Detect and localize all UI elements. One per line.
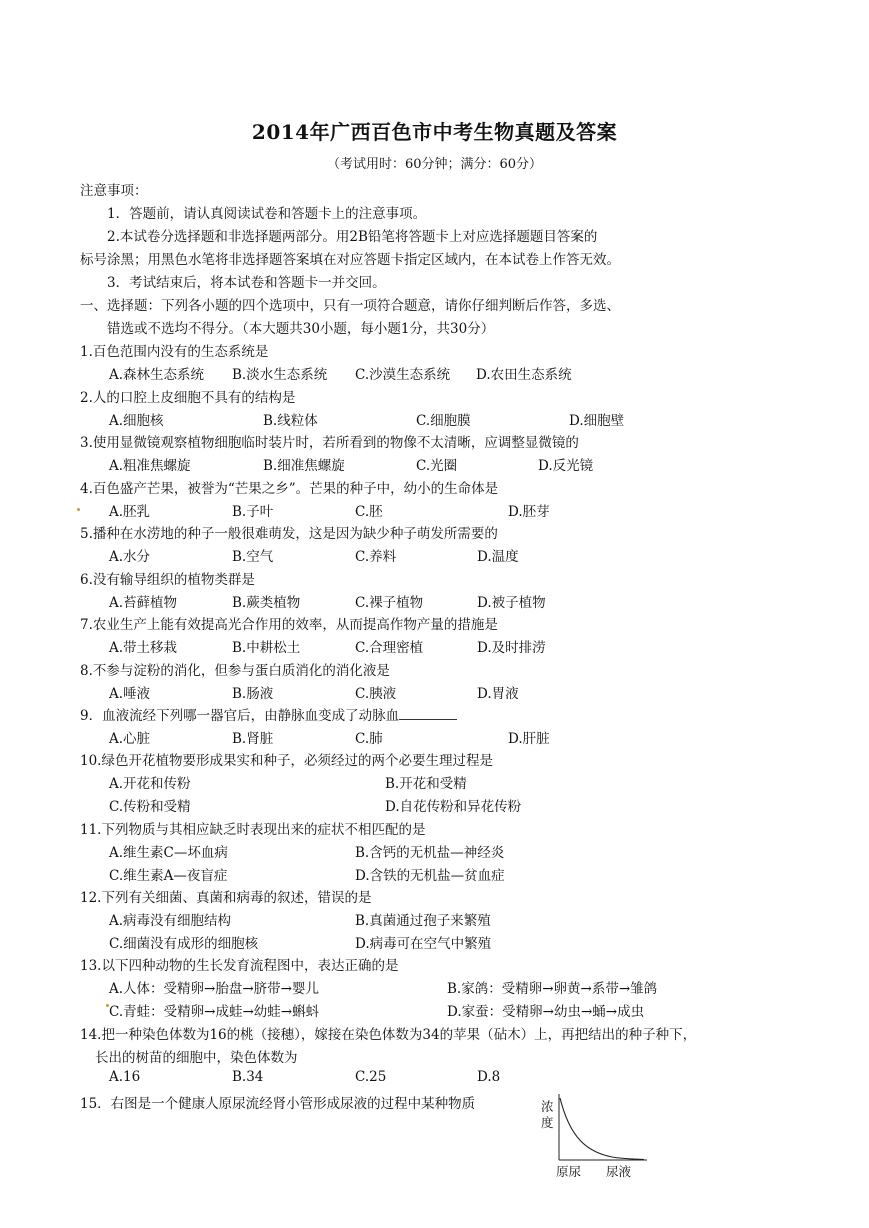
question-15-stem: 15．右图是一个健康人原尿流经肾小管形成尿液的过程中某种物质 <box>80 1096 476 1112</box>
question-6-stem: 6.没有输导组织的植物类群是 <box>80 572 255 588</box>
question-4-stem: 4.百色盛产芒果，被誉为“芒果之乡”。芒果的种子中，幼小的生命体是 <box>80 481 499 497</box>
question-11-option-d: D.含铁的无机盐—贫血症 <box>355 868 505 884</box>
question-11-stem: 11.下列物质与其相应缺乏时表现出来的症状不相匹配的是 <box>80 822 426 838</box>
question-13-option-a: A.人体：受精卵→胎盘→脐带→婴儿 <box>109 981 319 997</box>
question-12-option-b: B.真菌通过孢子来繁殖 <box>355 913 491 929</box>
question-7-option-d: D.及时排涝 <box>477 640 546 656</box>
question-8-stem: 8.不参与淀粉的消化，但参与蛋白质消化的消化液是 <box>80 663 390 679</box>
question-3-option-c: C.光圈 <box>416 458 458 474</box>
question-14-option-b: B.34 <box>232 1069 264 1085</box>
question-5-stem: 5.播种在水涝地的种子一般很难萌发，这是因为缺少种子萌发所需要的 <box>80 526 498 542</box>
question-9-option-d: D.肝脏 <box>508 731 550 747</box>
question-9-stem: 9．血液流经下列哪一器官后，由静脉血变成了动脉血 <box>80 708 400 724</box>
question-5-option-c: C.养料 <box>355 549 397 565</box>
scan-speck <box>77 508 80 511</box>
question-14-stem-cont: 长出的树苗的细胞中，染色体数为 <box>95 1050 298 1066</box>
note-3: 3．考试结束后，将本试卷和答题卡一并交回。 <box>107 275 386 291</box>
question-12-option-d: D.病毒可在空气中繁殖 <box>355 936 492 952</box>
question-1-stem: 1.百色范围内没有的生态系统是 <box>80 344 269 360</box>
question-10-stem: 10.绿色开花植物要形成果实和种子，必须经过的两个必要生理过程是 <box>80 753 493 769</box>
question-8-option-c: C.胰液 <box>355 686 397 702</box>
question-7-option-c: C.合理密植 <box>355 640 424 656</box>
question-6-option-d: D.被子植物 <box>477 595 546 611</box>
notes-heading: 注意事项： <box>80 183 148 199</box>
y-axis-label-1: 浓 <box>541 1099 554 1114</box>
question-7-stem: 7.农业生产上能有效提高光合作用的效率，从而提高作物产量的措施是 <box>80 617 498 633</box>
question-10-option-a: A.开花和传粉 <box>109 776 191 792</box>
question-12-stem: 12.下列有关细菌、真菌和病毒的叙述，错误的是 <box>80 890 372 906</box>
question-5-option-d: D.温度 <box>477 549 519 565</box>
question-3-option-b: B.细准焦螺旋 <box>263 458 345 474</box>
question-7-option-a: A.带土移栽 <box>109 640 178 656</box>
x-axis-label-1: 原尿 <box>556 1164 582 1179</box>
question-6-option-c: C.裸子植物 <box>355 595 424 611</box>
note-1: 1．答题前，请认真阅读试卷和答题卡上的注意事项。 <box>107 206 427 222</box>
question-8-option-d: D.胃液 <box>477 686 519 702</box>
question-6-option-b: B.蕨类植物 <box>232 595 301 611</box>
question-4-option-c: C.胚 <box>355 504 383 520</box>
question-2-option-b: B.线粒体 <box>263 413 318 429</box>
question-1-option-a: A.森林生态系统 <box>109 367 205 383</box>
question-8-option-b: B.肠液 <box>232 686 274 702</box>
question-2-option-c: C.细胞膜 <box>416 413 471 429</box>
question-13-option-b: B.家鸽：受精卵→卵黄→系带→雏鸽 <box>447 981 658 997</box>
exam-info: （考试用时：60分钟；满分：60分） <box>326 157 543 172</box>
concentration-figure <box>532 1090 682 1186</box>
question-6-option-a: A.苔藓植物 <box>109 595 178 611</box>
question-9-line <box>80 704 457 724</box>
question-13-option-c: C.青蛙：受精卵→成蛙→幼蛙→蝌蚪 <box>109 1004 320 1020</box>
question-8-option-a: A.唾液 <box>109 686 151 702</box>
question-9-option-a: A.心脏 <box>109 731 151 747</box>
page-title: 2014年广西百色市中考生物真题及答案 <box>251 120 618 144</box>
question-9-option-b: B.肾脏 <box>232 731 274 747</box>
question-11-option-a: A.维生素C—坏血病 <box>109 845 228 861</box>
question-4-option-a: A.胚乳 <box>109 504 151 520</box>
question-5-option-a: A.水分 <box>109 549 151 565</box>
question-1-option-b: B.淡水生态系统 <box>232 367 328 383</box>
y-axis-label-2: 度 <box>541 1115 554 1130</box>
x-axis-label-2: 尿液 <box>606 1164 632 1179</box>
note-2b: 标号涂黑；用黑色水笔将非选择题答案填在对应答题卡指定区域内，在本试卷上作答无效。 <box>80 252 620 268</box>
question-7-option-b: B.中耕松土 <box>232 640 301 656</box>
question-14-option-a: A.16 <box>109 1069 141 1085</box>
section-instructions-1: 一、选择题：下列各小题的四个选项中，只有一项符合题意，请你仔细判断后作答，多选、 <box>80 298 620 314</box>
question-1-option-c: C.沙漠生态系统 <box>355 367 451 383</box>
question-11-option-b: B.含钙的无机盐—神经炎 <box>355 845 505 861</box>
question-1-option-d: D.农田生态系统 <box>476 367 572 383</box>
question-4-option-b: B.子叶 <box>232 504 274 520</box>
question-14-option-d: D.8 <box>477 1069 501 1085</box>
question-14-option-c: C.25 <box>355 1069 387 1085</box>
question-14-stem: 14.把一种染色体数为16的桃（接穗），嫁接在染色体数为34的苹果（砧木）上，再把结出的种子种下， <box>80 1027 697 1043</box>
question-4-option-d: D.胚芽 <box>508 504 550 520</box>
question-10-option-b: B.开花和受精 <box>385 776 467 792</box>
question-2-stem: 2.人的口腔上皮细胞不具有的结构是 <box>80 390 296 406</box>
question-3-stem: 3.使用显微镜观察植物细胞临时装片时，若所看到的物像不太清晰，应调整显微镜的 <box>80 435 579 451</box>
note-2a: 2.本试卷分选择题和非选择题两部分。用2B铅笔将答题卡上对应选择题题目答案的 <box>107 229 598 245</box>
question-12-option-c: C.细菌没有成形的细胞核 <box>109 936 259 952</box>
question-11-option-c: C.维生素A—夜盲症 <box>109 868 228 884</box>
question-2-option-a: A.细胞核 <box>109 413 164 429</box>
question-2-option-d: D.细胞壁 <box>569 413 625 429</box>
question-5-option-b: B.空气 <box>232 549 274 565</box>
question-3-option-a: A.粗准焦螺旋 <box>109 458 191 474</box>
question-10-option-c: C.传粉和受精 <box>109 799 191 815</box>
question-10-option-d: D.自花传粉和异花传粉 <box>385 799 522 815</box>
section-instructions-2: 错选或不选均不得分。（本大题共30小题，每小题1分，共30分） <box>107 321 495 337</box>
question-12-option-a: A.病毒没有细胞结构 <box>109 913 232 929</box>
answer-blank <box>399 707 457 720</box>
concentration-curve <box>560 1098 644 1160</box>
question-9-option-c: C.肺 <box>355 731 383 747</box>
question-13-stem: 13.以下四种动物的生长发育流程图中，表达正确的是 <box>80 958 399 974</box>
question-3-option-d: D.反光镜 <box>538 458 594 474</box>
question-13-option-d: D.家蚕：受精卵→幼虫→蛹→成虫 <box>447 1004 645 1020</box>
